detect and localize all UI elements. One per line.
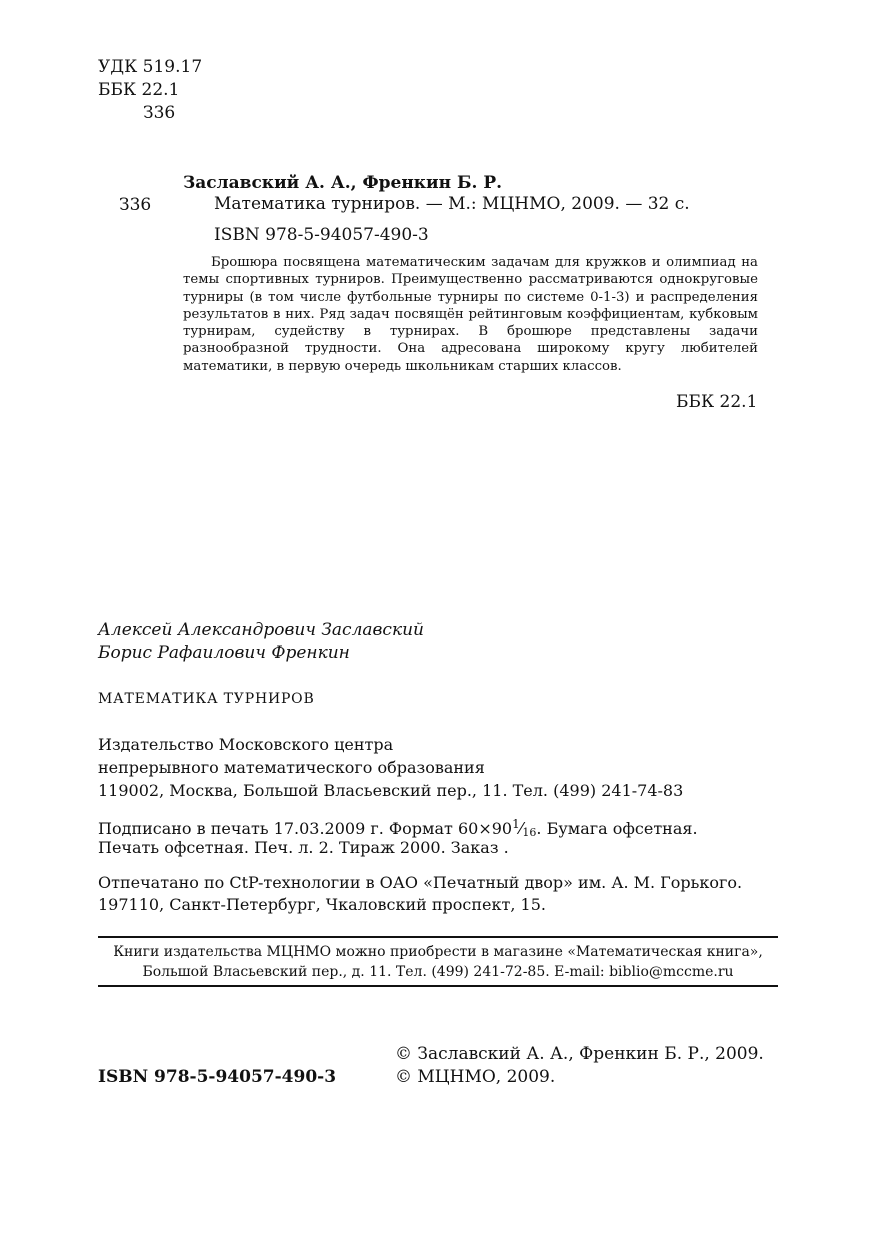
copyright-publisher: © МЦНМО, 2009. bbox=[395, 1067, 556, 1087]
printed-line-1: Отпечатано по CtP-технологии в ОАО «Печатный двор» им. А. М. Горького. bbox=[98, 873, 743, 892]
udk-code: УДК 519.17 bbox=[98, 57, 203, 77]
printed-line-2: 197110, Санкт-Петербург, Чкаловский проспект, 15. bbox=[98, 895, 546, 914]
format-numerator: 1 bbox=[512, 817, 520, 831]
publisher-address: 119002, Москва, Большой Власьевский пер., 11. Тел. (499) 241-74-83 bbox=[98, 781, 684, 800]
copyright-authors: © Заславский А. А., Френкин Б. Р., 2009. bbox=[395, 1044, 764, 1064]
publisher-line-1: Издательство Московского центра bbox=[98, 735, 394, 754]
author-mark: З36 bbox=[143, 103, 176, 123]
abstract-text: Брошюра посвящена математическим задачам для кружков и олимпиад на темы спортивных турниров. Преимущественно рассматриваются однокруговые турниры (в том числе футбольные турниры по системе 0-1-3) и распределения результатов в них. Ряд задач посвящён рейтинговым коэффициентам, кубковым турнирам, судейству в турнирах. В брошюре представлены задачи разнообразной трудности. Она адресована широкому кругу любителей математики, в первую очередь школьникам старших классов. bbox=[183, 255, 758, 374]
imprint-author-1: Алексей Александрович Заславский bbox=[98, 620, 424, 640]
print-line: Печать офсетная. Печ. л. 2. Тираж 2000. Заказ . bbox=[98, 838, 509, 857]
top-rule bbox=[98, 936, 778, 938]
bottom-rule bbox=[98, 985, 778, 987]
imprint-author-2: Борис Рафаилович Френкин bbox=[98, 643, 350, 663]
record-author-mark: З36 bbox=[119, 195, 152, 215]
shop-notice bbox=[98, 942, 778, 982]
record-abstract bbox=[183, 254, 758, 375]
record-title-line: Математика турниров. — М.: МЦНМО, 2009. — 32 с. bbox=[214, 194, 690, 214]
imprint-book-title: МАТЕМАТИКА ТУРНИРОВ bbox=[98, 691, 315, 707]
shop-line-2: Большой Власьевский пер., д. 11. Тел. (499) 241-72-85. E-mail: biblio@mccme.ru bbox=[142, 964, 734, 980]
signed-prefix: Подписано в печать 17.03.2009 г. Формат 60×90 bbox=[98, 819, 513, 838]
record-bbk: ББК 22.1 bbox=[676, 392, 758, 412]
publisher-line-2: непрерывного математического образования bbox=[98, 758, 485, 777]
signed-line: Подписано в печать 17.03.2009 г. Формат $60\times 90^1⁄_{16}$. Бумага офсетная. bbox=[98, 817, 698, 839]
shop-line-1: Книги издательства МЦНМО можно приобрести в магазине «Математическая книга», bbox=[113, 944, 763, 960]
format-denominator: 16 bbox=[522, 826, 537, 839]
record-isbn: ISBN 978-5-94057-490-3 bbox=[214, 225, 429, 245]
signed-suffix: . Бумага офсетная. bbox=[536, 819, 698, 838]
record-authors: Заславский А. А., Френкин Б. Р. bbox=[183, 173, 503, 193]
footer-isbn: ISBN 978-5-94057-490-3 bbox=[98, 1067, 337, 1087]
bbk-code: ББК 22.1 bbox=[98, 80, 180, 100]
